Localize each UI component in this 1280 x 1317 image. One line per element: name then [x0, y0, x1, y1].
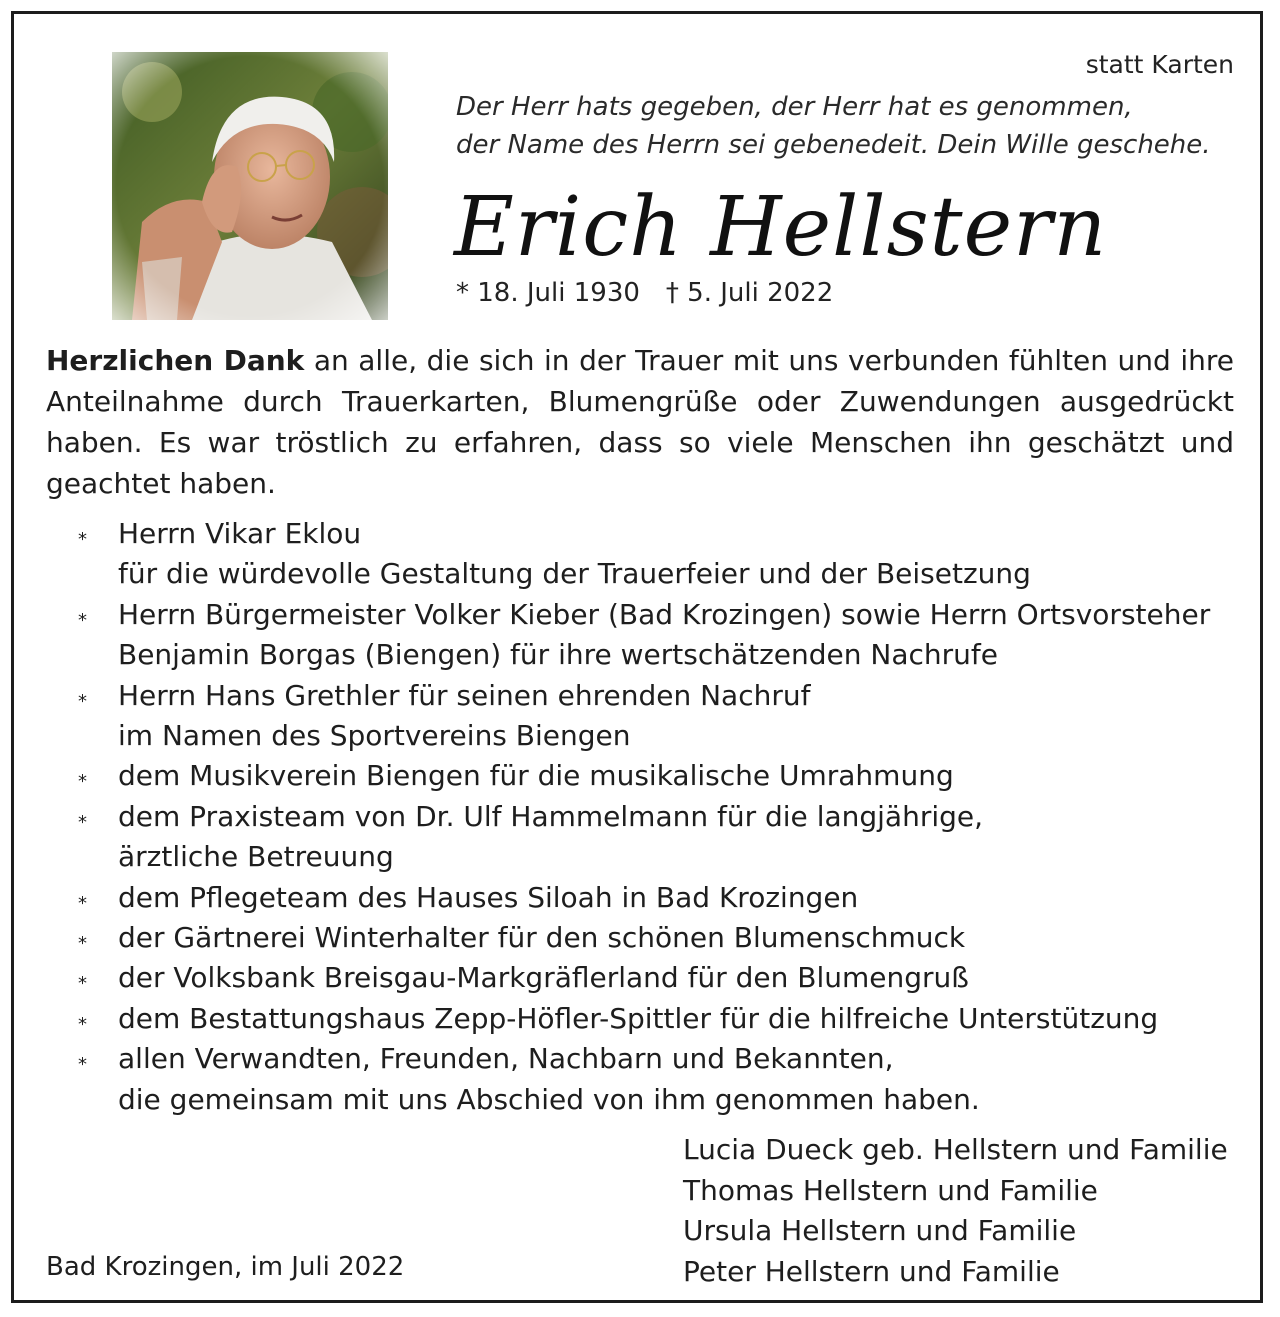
asterisk-icon: *	[78, 609, 87, 631]
verse-line: der Name des Herrn sei gebenedeit. Dein Wille geschehe.	[456, 130, 1211, 160]
list-item-line: dem Musikverein Biengen für die musikalische Umrahmung	[118, 759, 954, 793]
list-item-line: der Volksbank Breisgau-Markgräflerland für den Blumengruß	[118, 961, 969, 995]
asterisk-icon: *	[78, 1054, 87, 1076]
portrait-photo	[112, 52, 388, 320]
asterisk-icon: *	[78, 933, 87, 955]
verse-line: Der Herr hats gegeben, der Herr hat es genommen,	[456, 92, 1133, 122]
list-item-line: dem Praxisteam von Dr. Ulf Hammelmann für die langjährige,	[118, 799, 984, 833]
list-item-line: dem Pflegeteam des Hauses Siloah in Bad Krozingen	[118, 880, 859, 914]
list-item	[78, 676, 1228, 757]
list-item	[78, 514, 1228, 595]
thanks-lead: Herzlichen Dank	[46, 344, 305, 377]
thanks-paragraph	[46, 340, 1234, 504]
asterisk-icon: *	[78, 690, 87, 712]
statt-karten-note: statt Karten	[1085, 50, 1234, 79]
asterisk-icon: *	[78, 529, 87, 550]
signer: Lucia Dueck geb. Hellstern und Familie	[683, 1133, 1228, 1166]
signer: Ursula Hellstern und Familie	[683, 1214, 1077, 1247]
list-item	[78, 756, 1228, 796]
asterisk-icon: *	[78, 771, 87, 793]
thanks-list	[78, 514, 1228, 1120]
list-item-line: Herrn Vikar Eklou	[118, 517, 362, 550]
asterisk-icon: *	[78, 811, 87, 833]
thanks-text: an alle, die sich in der Trauer mit uns verbunden fühlten und ihre Anteilnahme durch Trauerkarten, Blumengrüße oder Zuwendungen ausgedrückt haben. Es war tröstlich zu erfahren, dass so viele Menschen ihn geschätzt und geachtet haben.	[46, 344, 1234, 500]
list-item	[78, 595, 1228, 676]
deceased-name: Erich Hellstern	[454, 180, 1108, 275]
signer: Thomas Hellstern und Familie	[683, 1173, 1098, 1207]
death-date: † 5. Juli 2022	[665, 278, 834, 308]
list-item-line: für die würdevolle Gestaltung der Trauerfeier und der Beisetzung	[118, 557, 1031, 591]
list-item	[78, 999, 1228, 1039]
signers	[683, 1130, 1228, 1292]
asterisk-icon: *	[78, 973, 87, 995]
list-item-line: allen Verwandten, Freunden, Nachbarn und Bekannten,	[118, 1042, 894, 1076]
list-item	[78, 918, 1228, 958]
list-item-line: ärztliche Betreuung	[118, 840, 394, 874]
asterisk-icon: *	[78, 892, 87, 914]
asterisk-icon: *	[78, 1013, 87, 1035]
bible-verse	[456, 88, 1211, 164]
list-item	[78, 958, 1228, 998]
signer: Peter Hellstern und Familie	[683, 1254, 1060, 1288]
list-item-line: der Gärtnerei Winterhalter für den schönen Blumenschmuck	[118, 921, 966, 955]
life-dates	[456, 278, 833, 308]
place-date: Bad Krozingen, im Juli 2022	[46, 1252, 405, 1282]
birth-date: * 18. Juli 1930	[456, 278, 640, 308]
list-item	[78, 878, 1228, 918]
list-item	[78, 797, 1228, 878]
list-item-line: die gemeinsam mit uns Abschied von ihm genommen haben.	[118, 1082, 980, 1116]
list-item-line: dem Bestattungshaus Zepp-Höfler-Spittler für die hilfreiche Unterstützung	[118, 1001, 1159, 1035]
list-item	[78, 1039, 1228, 1120]
list-item-line: Herrn Bürgermeister Volker Kieber (Bad Krozingen) sowie Herrn Ortsvorsteher	[118, 597, 1211, 631]
list-item-line: Herrn Hans Grethler für seinen ehrenden Nachruf	[118, 678, 811, 712]
list-item-line: im Namen des Sportvereins Biengen	[118, 719, 631, 753]
list-item-line: Benjamin Borgas (Biengen) für ihre wertschätzenden Nachrufe	[118, 638, 999, 672]
